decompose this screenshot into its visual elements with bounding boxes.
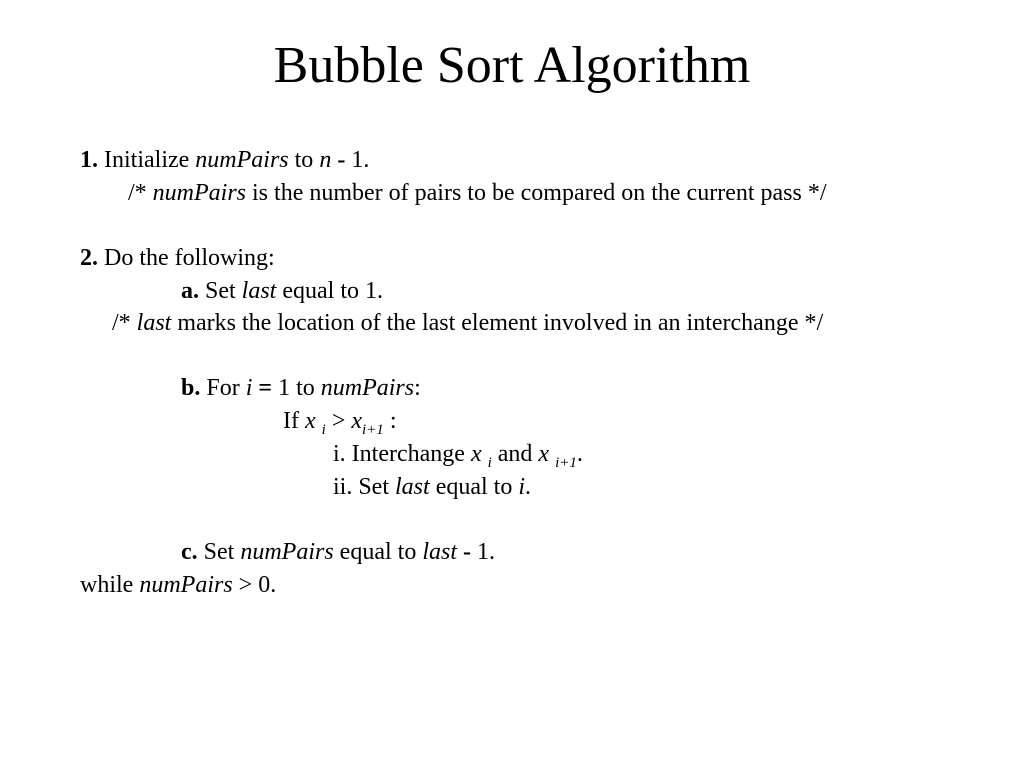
step-2a-text-b: equal to 1. (282, 278, 383, 304)
step-1-var-n: n (319, 147, 332, 173)
step-2b-if-x2: x (351, 408, 363, 434)
step-2b-ii-end: . (525, 474, 532, 500)
step-1-line (80, 146, 369, 174)
step-2b-text-b: 1 to (278, 375, 315, 401)
step-1-minus: - (337, 147, 346, 173)
step-2b-colon: : (414, 375, 421, 401)
step-1-text-a: Initialize (104, 147, 190, 173)
step-2a-text-a: Set (205, 278, 236, 304)
step-2b-ii-var-i: i (518, 474, 526, 500)
step-2a-comment-var: last (136, 310, 172, 336)
step-2a-comment-text: marks the location of the last element involved in an interchange */ (177, 310, 824, 336)
step-2b-line (181, 374, 421, 402)
step-2c-minus: - (463, 539, 471, 565)
step-2b-ii-var-last: last (395, 474, 430, 500)
step-1-comment-var: numPairs (152, 180, 247, 206)
while-text-a: while (80, 572, 134, 598)
step-2a-line (181, 277, 383, 305)
step-2b-if-sub-i1: i+1 (362, 422, 384, 438)
step-2a-var-last: last (241, 278, 277, 304)
step-1-comment-text: is the number of pairs to be compared on the current pass */ (252, 180, 827, 206)
step-2b-text-a: For (206, 375, 240, 401)
step-2b-var-i: i (245, 375, 253, 401)
step-2b-equals: = (258, 375, 273, 401)
step-2b-i-line (333, 440, 583, 471)
step-1-number: 1. (80, 147, 98, 173)
step-2b-if: If (283, 408, 299, 434)
step-2c-var-last: last (422, 539, 457, 565)
step-2b-if-gt: > (331, 408, 346, 434)
step-2b-i-sub-i: i (487, 455, 492, 471)
step-2b-if-x1: x (304, 408, 316, 434)
step-1-var-numpairs: numPairs (195, 147, 289, 173)
step-1-text-c: 1. (351, 147, 370, 173)
step-2c-line (181, 538, 495, 566)
step-2-text: Do the following: (104, 245, 275, 271)
step-2b-i-x1: x (470, 441, 482, 467)
while-var-numpairs: numPairs (139, 572, 233, 598)
step-2c-text-a: Set (203, 539, 235, 565)
step-2b-i-period: . (576, 441, 583, 467)
step-2c-label: c. (181, 539, 198, 565)
step-2b-var-numpairs: numPairs (320, 375, 415, 401)
step-2b-label: b. (181, 375, 201, 401)
step-1-text-b: to (294, 147, 314, 173)
step-2b-i-and: and (497, 441, 533, 467)
step-2-line (80, 244, 275, 272)
step-2b-i-sub-i1: i+1 (555, 455, 577, 471)
step-1-comment-open: /* (128, 180, 147, 206)
step-2b-i-text: i. Interchange (333, 441, 465, 467)
step-2c-var-numpairs: numPairs (240, 539, 334, 565)
while-text-b: > 0. (238, 572, 277, 598)
step-2b-ii-mid: equal to (435, 474, 513, 500)
step-2a-label: a. (181, 278, 199, 304)
step-2c-text-c: 1. (477, 539, 495, 565)
step-1-comment (128, 179, 827, 207)
step-2b-if-line (283, 407, 396, 438)
step-2a-comment (112, 309, 823, 337)
slide-title: Bubble Sort Algorithm (273, 37, 751, 94)
step-2-number: 2. (80, 245, 98, 271)
step-2c-text-b: equal to (339, 539, 417, 565)
step-2b-ii-text: ii. Set (333, 474, 390, 500)
step-2b-if-sub-i: i (321, 422, 326, 438)
step-2b-ii-line (333, 473, 531, 501)
step-2a-comment-open: /* (112, 310, 131, 336)
while-line (80, 571, 276, 599)
step-2b-if-colon: : (389, 408, 397, 434)
step-2b-i-x2: x (538, 441, 550, 467)
